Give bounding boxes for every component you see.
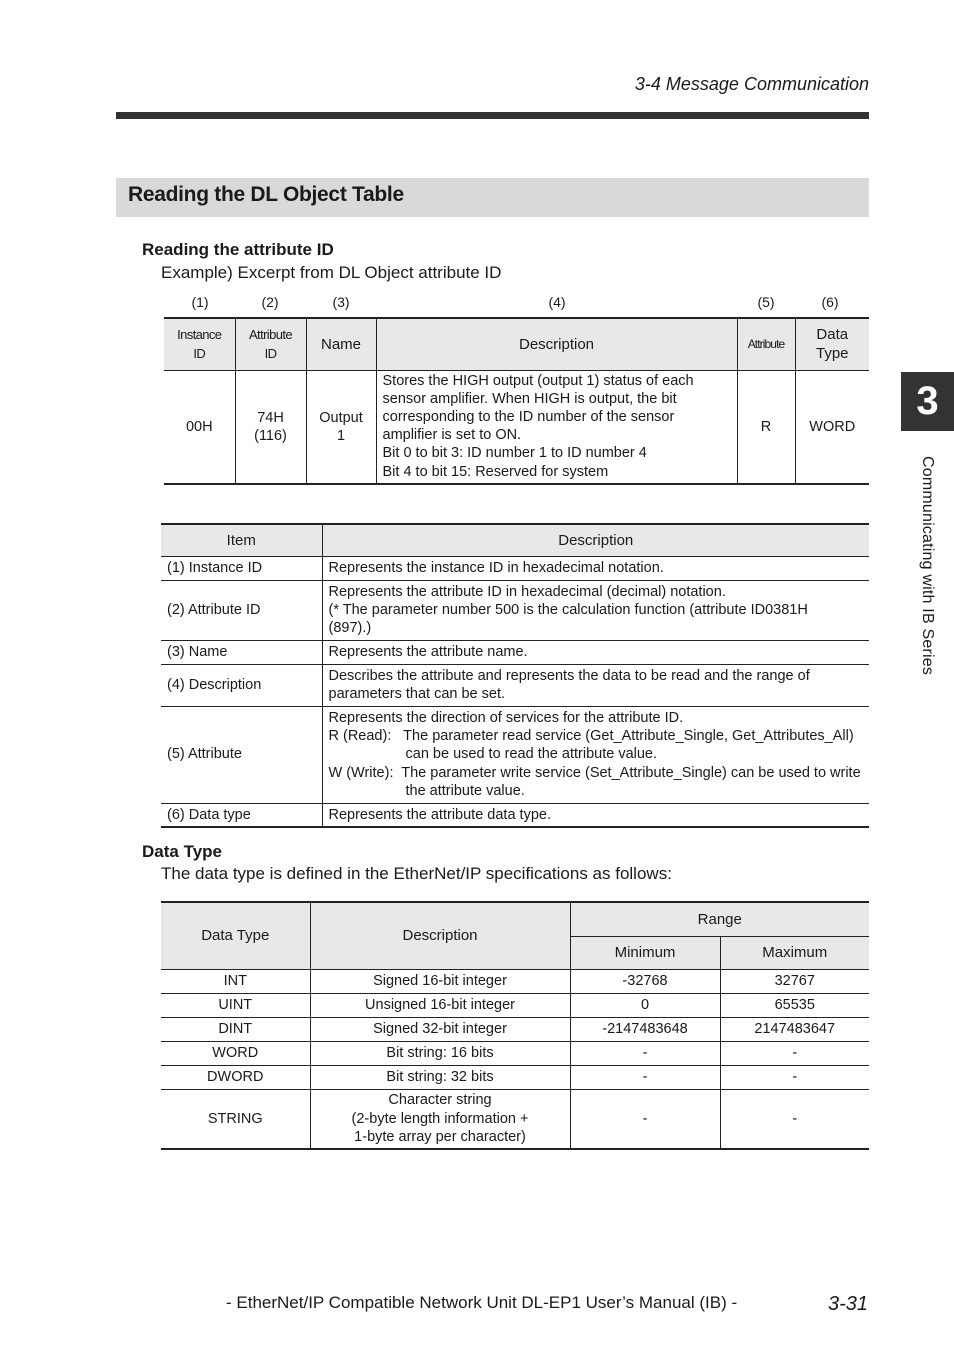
cell-minimum: - — [570, 1065, 720, 1089]
table-row — [161, 1065, 869, 1089]
col-header-attribute: Attribute — [737, 318, 795, 370]
col-header-range: Range — [570, 902, 869, 936]
col-header-attribute-id: Attribute ID — [235, 318, 306, 370]
cell-description: Character string (2-byte length information + 1-byte array per character) — [310, 1089, 570, 1149]
cell-instance: 00H — [164, 370, 235, 484]
cell-minimum: -2147483648 — [570, 1017, 720, 1041]
col-header-description: Description — [322, 524, 869, 556]
cell-maximum: 65535 — [720, 993, 869, 1017]
cell-name: Output 1 — [306, 370, 376, 484]
chapter-side-label: Communicating with IB Series — [919, 456, 936, 676]
table-row — [161, 706, 869, 803]
col-number: (3) — [332, 294, 350, 310]
cell-maximum: - — [720, 1089, 869, 1149]
cell-description: Describes the attribute and represents the data to be read and the range of parameters that can be set. — [322, 664, 869, 706]
cell-data-type: WORD — [795, 370, 869, 484]
col-header-data-type: Data Type — [161, 902, 310, 969]
cell-type: INT — [161, 969, 310, 993]
data-type-heading: Data Type — [142, 842, 222, 861]
table-row — [164, 370, 869, 484]
cell-minimum: - — [570, 1089, 720, 1149]
col-number: (6) — [821, 294, 839, 310]
col-header-data-type: Data Type — [795, 318, 869, 370]
table-row — [161, 664, 869, 706]
col-number: (2) — [261, 294, 279, 310]
col-number: (4) — [548, 294, 566, 310]
item-description-table — [161, 523, 869, 828]
col-header-minimum: Minimum — [570, 936, 720, 969]
cell-item: (5) Attribute — [161, 706, 322, 803]
header-rule — [116, 112, 869, 119]
cell-minimum: - — [570, 1041, 720, 1065]
cell-type: UINT — [161, 993, 310, 1017]
cell-maximum: 2147483647 — [720, 1017, 869, 1041]
cell-attribute-id: 74H (116) — [235, 370, 306, 484]
table-row — [161, 556, 869, 580]
running-header: 3-4 Message Communication — [634, 74, 869, 94]
chapter-number-tab: 3 — [901, 372, 954, 431]
col-header-instance-id: Instance ID — [164, 318, 235, 370]
data-type-table — [161, 901, 869, 1150]
col-header-maximum: Maximum — [720, 936, 869, 969]
table-row — [161, 993, 869, 1017]
cell-attribute: R — [737, 370, 795, 484]
data-type-intro: The data type is defined in the EtherNet/IP specifications as follows: — [161, 864, 672, 883]
cell-item: (6) Data type — [161, 803, 322, 827]
table-row — [161, 1089, 869, 1149]
table-row — [161, 580, 869, 640]
cell-minimum: 0 — [570, 993, 720, 1017]
cell-maximum: - — [720, 1041, 869, 1065]
footer-manual-title: - EtherNet/IP Compatible Network Unit DL-EP1 User’s Manual (IB) - — [226, 1293, 738, 1312]
cell-description: Represents the attribute data type. — [322, 803, 869, 827]
column-numbers — [164, 294, 869, 312]
cell-description: Represents the attribute ID in hexadecimal (decimal) notation. (* The parameter number 500 is the calculation function (attribute ID0381H (897).) — [322, 580, 869, 640]
section-title: Reading the DL Object Table — [128, 183, 404, 206]
cell-description: Represents the attribute name. — [322, 640, 869, 664]
col-header-description: Description — [310, 902, 570, 969]
cell-type: DWORD — [161, 1065, 310, 1089]
cell-description: Stores the HIGH output (output 1) status of each sensor amplifier. When HIGH is output, the bit corresponding to the ID number of the sensor amplifier is set to ON. Bit 0 to bit 3: ID number 1 to ID number 4 Bit 4 to bit 15: Reserved for system — [376, 370, 737, 484]
cell-item: (1) Instance ID — [161, 556, 322, 580]
section-banner — [116, 178, 869, 217]
cell-description: Bit string: 32 bits — [310, 1065, 570, 1089]
col-header-name: Name — [306, 318, 376, 370]
cell-type: WORD — [161, 1041, 310, 1065]
cell-item: (3) Name — [161, 640, 322, 664]
cell-description: Bit string: 16 bits — [310, 1041, 570, 1065]
cell-minimum: -32768 — [570, 969, 720, 993]
table-row — [161, 640, 869, 664]
col-header-item: Item — [161, 524, 322, 556]
attr-example: Example) Excerpt from DL Object attribute ID — [161, 263, 502, 282]
cell-item: (2) Attribute ID — [161, 580, 322, 640]
col-number: (5) — [757, 294, 775, 310]
cell-description: Represents the instance ID in hexadecimal notation. — [322, 556, 869, 580]
col-header-description: Description — [376, 318, 737, 370]
page-number: 3-31 — [828, 1293, 869, 1315]
attribute-example-table — [164, 317, 869, 485]
table-row — [161, 803, 869, 827]
table-row — [161, 1041, 869, 1065]
attr-heading: Reading the attribute ID — [142, 240, 334, 259]
cell-type: STRING — [161, 1089, 310, 1149]
col-number: (1) — [191, 294, 209, 310]
cell-description: Represents the direction of services for the attribute ID. R (Read): The parameter read service (Get_Attribute_Single, Get_Attributes_All) can be used to read the attribute value. W (Write): The parameter write service (Set_Attribute_Single) can be used to write the attribute value. — [322, 706, 869, 803]
cell-description: Signed 16-bit integer — [310, 969, 570, 993]
table-row — [161, 1017, 869, 1041]
cell-type: DINT — [161, 1017, 310, 1041]
cell-description: Signed 32-bit integer — [310, 1017, 570, 1041]
cell-maximum: - — [720, 1065, 869, 1089]
cell-description: Unsigned 16-bit integer — [310, 993, 570, 1017]
table-row — [161, 969, 869, 993]
cell-item: (4) Description — [161, 664, 322, 706]
cell-maximum: 32767 — [720, 969, 869, 993]
